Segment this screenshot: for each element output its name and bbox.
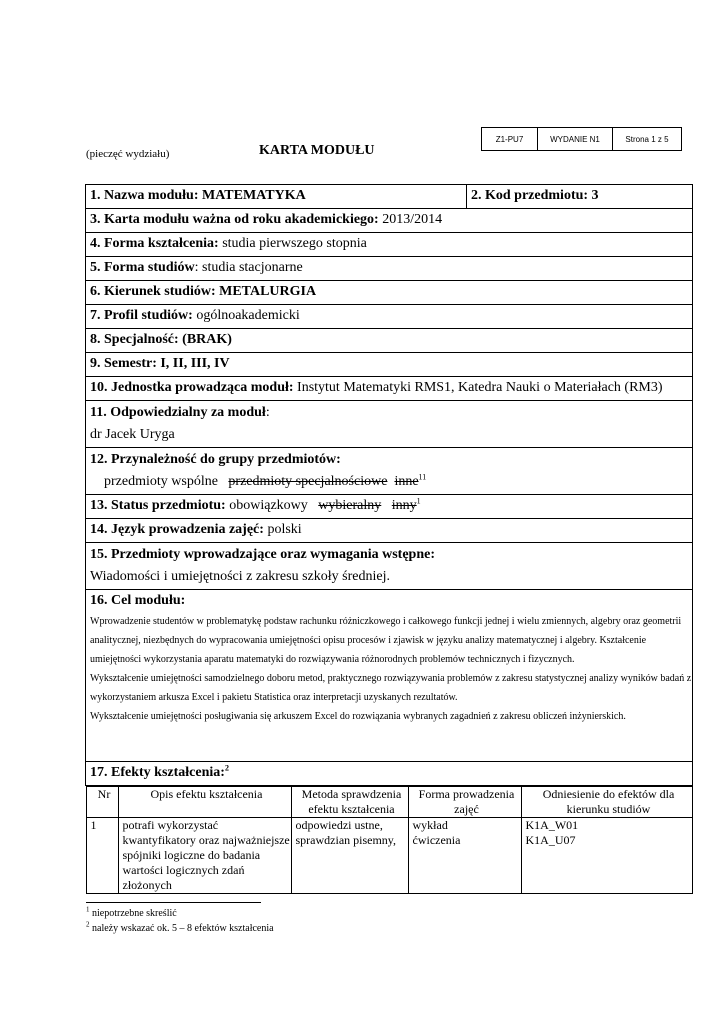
education-form-value: studia pierwszego stopnia [218,236,367,251]
footnote-ref: 1 [416,496,421,506]
page-title: KARTA MODUŁU [259,143,375,158]
group-options [90,471,692,493]
row-effects-table [86,786,693,895]
effects-header-method: Metoda sprawdzenia efektu kształcenia [291,787,408,818]
semester-label: 9. Semestr: I, II, III, IV [90,356,230,371]
effect-reference-1: K1A_W01 [525,818,579,832]
row-prerequisites [86,543,693,590]
footnote-text: niepotrzebne skreślić [89,908,177,919]
education-form-label: 4. Forma kształcenia: [90,236,219,251]
prerequisites-label: 15. Przedmioty wprowadzające oraz wymagania wstępne: [90,547,436,562]
effect-nr: 1 [86,818,118,894]
group-option-other: inne [394,474,419,489]
effects-header-nr: Nr [86,787,118,818]
effects-header-desc: Opis efektu kształcenia [118,787,291,818]
language-value: polski [263,522,302,537]
footnote-2 [86,920,274,934]
doc-page: Strona 1 z 5 [625,134,669,144]
goal-label: 16. Cel modułu: [90,593,186,608]
row-effects-label [86,762,693,786]
status-option-other: inny [391,498,417,513]
group-label: 12. Przynależność do grupy przedmiotów: [90,452,341,467]
effect-form-lecture: wykład [412,818,448,832]
effects-header-row [86,787,692,818]
row-study-form [86,257,693,281]
row-status [86,495,693,519]
field-value: : METALURGIA [210,284,317,299]
effect-method: odpowiedzi ustne, sprawdzian pisemny, [291,818,408,894]
prerequisites-value: Wiadomości i umiejętności z zakresu szkoły średniej. [90,569,390,584]
responsible-colon: : [265,405,270,420]
effect-reference [521,818,692,894]
effect-form-exercises: ćwiczenia [412,833,461,847]
study-form-value: : studia stacjonarne [194,260,303,275]
footnote-divider [86,902,261,903]
row-module-name [86,185,693,209]
status-option-elective: wybieralny [318,498,382,513]
course-code: 2. Kod przedmiotu: 3 [471,188,599,203]
row-semester [86,353,693,377]
field-label: 6. Kierunek studiów [90,284,211,299]
row-education-form [86,233,693,257]
group-option-specialty: przedmioty specjalnościowe [228,474,388,489]
goal-text [90,612,692,726]
row-profile [86,305,693,329]
study-form-label: 5. Forma studiów [90,260,195,275]
status-option-mandatory: obowiązkowy [225,498,308,513]
effect-form [408,818,521,894]
row-valid-from [86,209,693,233]
goal-paragraph: Wykształcenie umiejętności posługiwania się arkuszem Excel do rozwiązania wybranych zagadnień z zakresu obliczeń inżynierskich. [90,711,626,722]
faculty-stamp-label: (pieczęć wydziału) [86,148,170,160]
module-name: 1. Nazwa modułu: MATEMATYKA [90,188,306,203]
doc-code: Z1-PU7 [482,128,538,150]
row-specialty [86,329,693,353]
unit-label: 10. Jednostka prowadząca moduł: [90,380,294,395]
footnote-text: należy wskazać ok. 5 – 8 efektów kształcenia [89,923,274,934]
status-label: 13. Status przedmiotu: [90,498,226,513]
footnote-ref: 11 [418,472,427,482]
footnote-1 [86,905,177,919]
responsible-value: dr Jacek Uryga [90,427,175,442]
effects-label: 17. Efekty kształcenia: [90,765,225,780]
profile-value: ogólnoakademicki [192,308,300,323]
module-card-table [85,184,693,894]
goal-paragraph: Wykształcenie umiejętności samodzielnego doboru metod, praktycznego rozwiązywania problemów z zakresu statystycznej analizy wyników badań z wykorzystaniem arkusza Excel i pakietu Statistica oraz interpretacji uzyskanych rezultatów. [90,673,692,703]
header-info-box [481,127,682,151]
effect-reference-2: K1A_U07 [525,833,576,847]
valid-from-value: 2013/2014 [378,212,443,227]
unit-value: Instytut Matematyki RMS1, Katedra Nauki o Materiałach (RM3) [293,380,663,395]
goal-paragraph: Wprowadzenie studentów w problematykę podstaw rachunku różniczkowego i całkowego funkcji jednej i wielu zmiennych, algebry oraz geometrii analitycznej, niezbędnych do wypracowania umiejętności opisu procesów i zjawisk w języku analizy matematycznej i algebry. Kształcenie umiejętności wykorzystania aparatu matematyki do rozwiązywania różnorodnych problemów technicznych i fizycznych. [90,616,682,665]
row-goal [86,590,693,762]
language-label: 14. Język prowadzenia zajęć: [90,522,264,537]
specialty-label: 8. Specjalność: (BRAK) [90,332,232,347]
footnote-ref: 2 [224,763,229,773]
group-option-common: przedmioty wspólne [104,474,218,489]
row-unit [86,377,693,401]
row-field [86,281,693,305]
effects-header-form: Forma prowadzenia zajęć [408,787,521,818]
table-row [86,818,692,894]
valid-from-label: 3. Karta modułu ważna od roku akademickiego: [90,212,379,227]
doc-edition: WYDANIE N1 [538,128,613,150]
footnote-number: 1 [86,905,90,914]
row-group [86,448,693,495]
responsible-label: 11. Odpowiedzialny za moduł [90,405,266,420]
effects-header-reference: Odniesienie do efektów dla kierunku studiów [521,787,692,818]
row-responsible [86,401,693,448]
profile-label: 7. Profil studiów: [90,308,193,323]
row-language [86,519,693,543]
effect-desc: potrafi wykorzystać kwantyfikatory oraz najważniejsze spójniki logiczne do badania wartości logicznych zdań złożonych [118,818,291,894]
footnote-number: 2 [86,920,90,929]
effects-table [86,786,693,894]
